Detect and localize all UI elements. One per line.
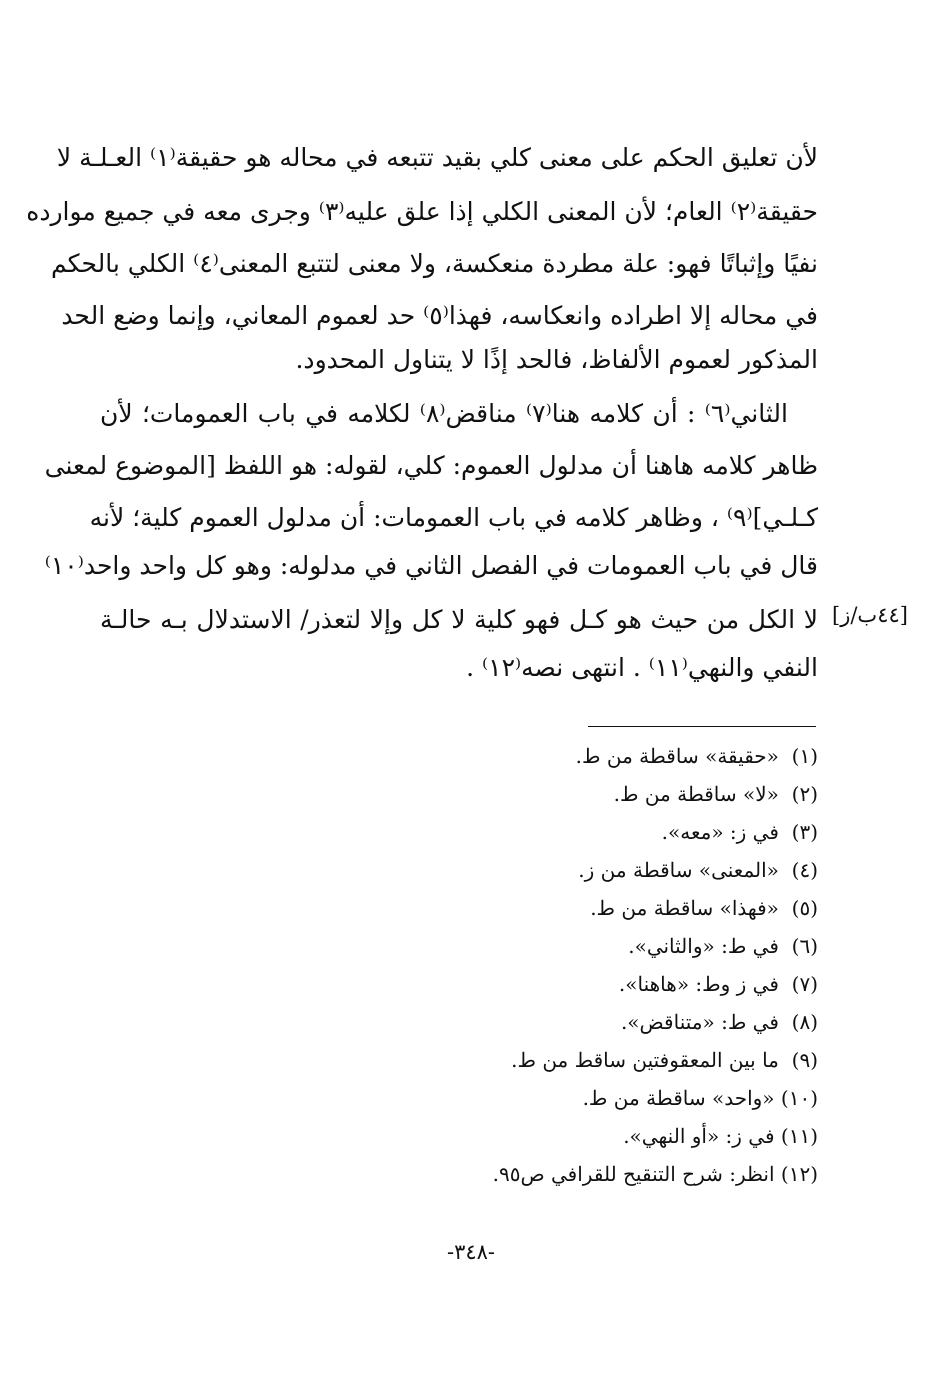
footnote-text: انظر: شرح التنقيح للقرافي ص٩٥. <box>492 1162 775 1186</box>
footnote-number: (٧) <box>791 972 818 996</box>
footnote-item <box>662 814 818 851</box>
text-line: في محاله إلا اطراده وانعكاسه، فهذا⁽٥⁾ حد لعموم المعاني، وإنما وضع الحد <box>61 301 818 330</box>
text-line: ظاهر كلامه هاهنا أن مدلول العموم: كلي، لقوله: هو اللفظ [الموضوع لمعنى <box>44 451 818 480</box>
footnote-item <box>511 1042 818 1079</box>
footnote-text: «المعنى» ساقطة من ز. <box>578 858 779 882</box>
footnote-number: (٢) <box>791 782 818 806</box>
footnote-text: في ز وط: «هاهنا». <box>618 972 779 996</box>
footnote-number: (٦) <box>791 934 818 958</box>
text-line: لا الكل من حيث هو كـل فهو كلية لا كل وإلا لتعذر/ الاستدلال بـه حالـة <box>100 605 818 634</box>
footnote-item <box>614 776 818 813</box>
footnote-item <box>590 890 818 927</box>
footnote-number: (٩) <box>791 1048 818 1072</box>
footnote-number: (١) <box>791 744 818 768</box>
footnote-text: في ط: «والثاني». <box>628 934 779 958</box>
text-line: قال في باب العمومات في الفصل الثاني في مدلوله: وهو كل واحد واحد⁽١٠⁾ <box>44 551 818 580</box>
folio-margin-note: [٤٤ب/ز] <box>832 603 908 627</box>
footnote-separator <box>588 726 816 727</box>
footnote-text: في ز: «أو النهي». <box>623 1124 775 1148</box>
footnote-number: (٤) <box>791 858 818 882</box>
footnote-item <box>583 1080 818 1117</box>
footnote-item <box>578 852 818 889</box>
footnote-item <box>623 1118 818 1155</box>
footnote-number: (٨) <box>791 1010 818 1034</box>
text-line: الثاني⁽٦⁾ : أن كلامه هنا⁽٧⁾ مناقض⁽٨⁾ لكلامه في باب العمومات؛ لأن <box>100 399 788 428</box>
footnote-text: «لا» ساقطة من ط. <box>613 782 779 806</box>
text-line: المذكور لعموم الألفاظ، فالحد إذًا لا يتناول المحدود. <box>295 345 818 374</box>
footnote-item <box>621 1004 818 1041</box>
footnote-text: ما بين المعقوفتين ساقط من ط. <box>511 1048 779 1072</box>
footnote-text: «واحد» ساقطة من ط. <box>582 1086 775 1110</box>
text-line: نفيًا وإثباتًا فهو: علة مطردة منعكسة، ولا معنى لتتبع المعنى⁽٤⁾ الكلي بالحكم <box>51 249 818 278</box>
text-line: حقيقة⁽٢⁾ العام؛ لأن المعنى الكلي إذا علق عليه⁽٣⁾ وجرى معه في جميع موارده <box>26 197 818 226</box>
text-line: لأن تعليق الحكم على معنى كلي بقيد تتبعه في محاله هو حقيقة⁽١⁾ العـلـة لا <box>56 143 818 172</box>
footnote-text: «فهذا» ساقطة من ط. <box>590 896 779 920</box>
footnote-number: (٣) <box>791 820 818 844</box>
footnote-text: في ز: «معه». <box>661 820 779 844</box>
footnote-number: (١١) <box>780 1124 818 1148</box>
text-line: كـلـي]⁽٩⁾ ، وظاهر كلامه في باب العمومات: أن مدلول العموم كلية؛ لأنه <box>89 503 818 532</box>
footnote-item <box>628 928 818 965</box>
footnote-text: «حقيقة» ساقطة من ط. <box>575 744 779 768</box>
footnote-item <box>576 738 818 775</box>
footnote-number: (١٠) <box>780 1086 818 1110</box>
footnote-item <box>619 966 818 1003</box>
footnote-number: (١٢) <box>780 1162 818 1186</box>
page-number: -٣٤٨- <box>446 1240 496 1264</box>
text-line: النفي والنهي⁽١١⁾ . انتهى نصه⁽١٢⁾ . <box>466 653 818 682</box>
footnote-item <box>493 1156 818 1193</box>
footnote-number: (٥) <box>791 896 818 920</box>
footnote-text: في ط: «متناقض». <box>620 1010 779 1034</box>
